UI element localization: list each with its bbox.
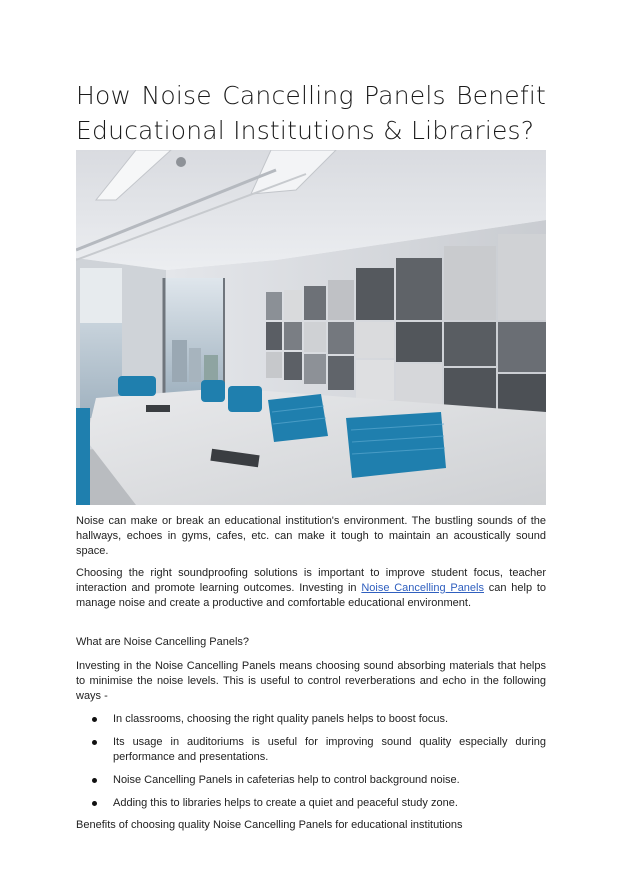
list-item-text: In classrooms, choosing the right quality panels helps to boost focus. <box>113 713 449 725</box>
conference-room-illustration <box>76 150 546 505</box>
section-heading-what: What are Noise Cancelling Panels? <box>76 636 250 648</box>
bullet-icon <box>92 740 97 745</box>
list-item-text: Noise Cancelling Panels in cafeterias help to control background noise. <box>113 774 460 786</box>
bullet-icon <box>92 717 97 722</box>
bullet-icon <box>92 778 97 783</box>
page-title <box>76 78 546 148</box>
title-line-2: Educational Institutions & Libraries? <box>76 116 535 145</box>
section-heading-benefits: Benefits of choosing quality Noise Cancelling Panels for educational institutions <box>76 819 463 831</box>
list-item-text: Adding this to libraries helps to create a quiet and peaceful study zone. <box>113 797 458 809</box>
hero-image-conference-room <box>76 150 546 505</box>
noise-cancelling-panels-link[interactable]: Noise Cancelling Panels <box>361 582 484 594</box>
intro-paragraph: Noise can make or break an educational institution's environment. The bustling sounds of the hallways, echoes in gyms, cafes, etc. can make it tough to maintain an acoustically sound space. <box>76 515 546 557</box>
list-item-text: Its usage in auditoriums is useful for improving sound quality especially during performance and presentations. <box>113 736 546 763</box>
list-item <box>76 712 546 727</box>
soundproofing-paragraph <box>76 566 546 611</box>
para2-text-before: Choosing the right soundproofing solutions is important to improve student focus, teacher interaction and promote learning outcomes. Investing in <box>76 567 546 594</box>
usage-bullet-list <box>76 712 546 811</box>
list-item <box>76 796 546 811</box>
title-line-1: How Noise Cancelling Panels Benefit <box>76 81 546 110</box>
para2-text-after: can help to manage noise and create a productive and comfortable educational environment. <box>76 582 547 609</box>
definition-paragraph: Investing in the Noise Cancelling Panels means choosing sound absorbing materials that helps to minimise the noise levels. This is useful to control reverberations and echo in the following ways - <box>76 660 546 702</box>
list-item <box>76 773 546 788</box>
bullet-icon <box>92 801 97 806</box>
list-item <box>76 735 546 765</box>
document-page <box>76 78 546 833</box>
